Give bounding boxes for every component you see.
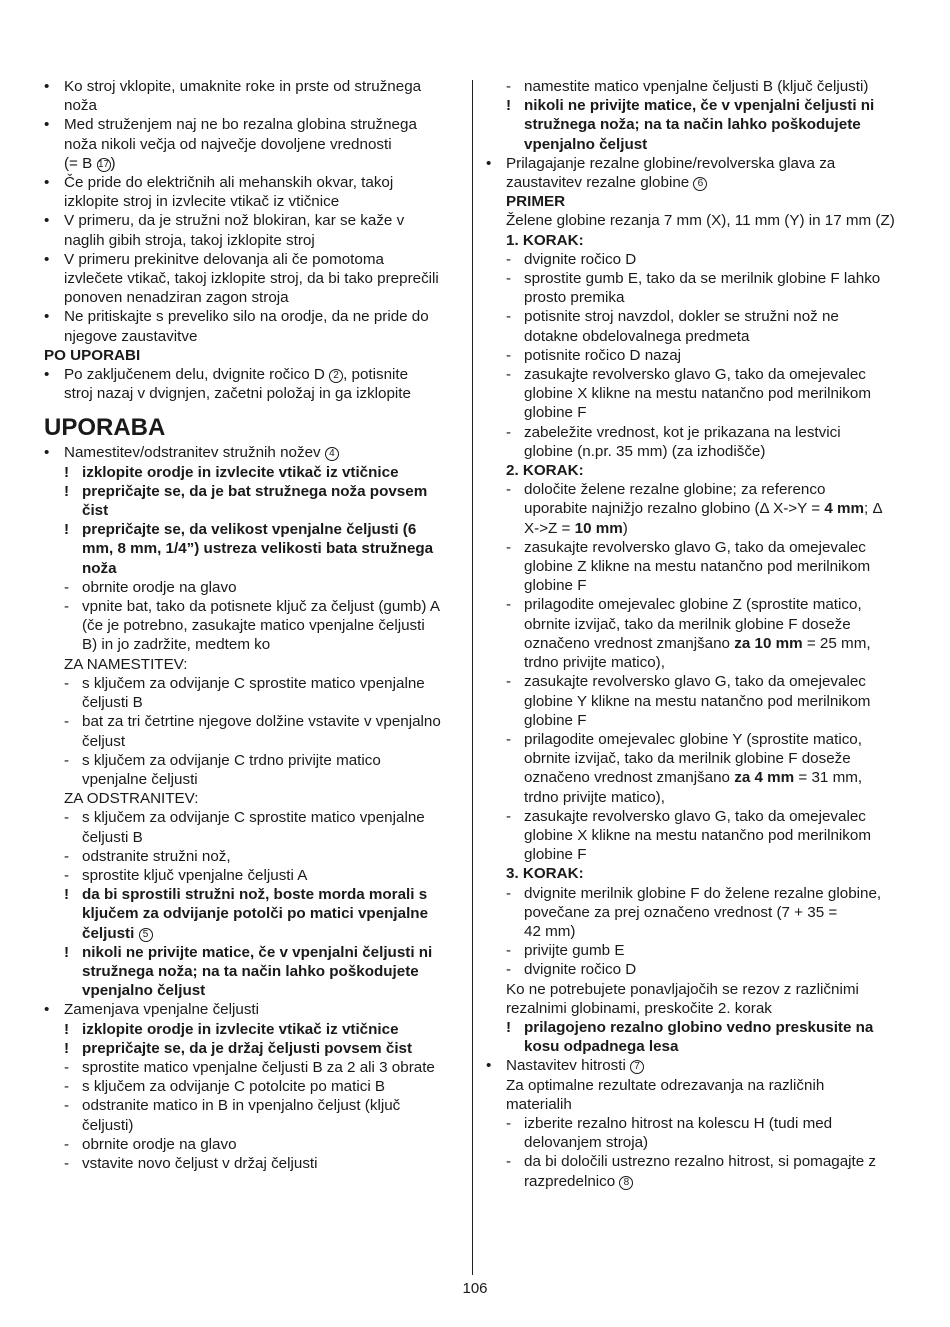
text-line: noža nikoli večja od največje dovoljene vrednosti	[64, 135, 392, 153]
text-line: ! prepričajte se, da je držaj čeljusti povsem čist	[64, 1039, 413, 1057]
text-line: - odstranite matico in B in vpenjalno čeljust (ključ	[64, 1097, 401, 1115]
text-line: • V primeru, da je stružni nož blokiran, kar se kaže v	[44, 212, 405, 230]
bullet-marker: •	[44, 212, 50, 230]
figure-reference-icon: 4	[325, 447, 339, 461]
text-line: ! prepričajte se, da je bat stružnega noža povsem	[64, 482, 428, 500]
text-line: - odstranite stružni nož,	[64, 847, 231, 865]
text-line: - namestite matico vpenjalne čeljusti B (ključ čeljusti)	[506, 78, 869, 95]
text-line: ! prilagojeno rezalno globino vedno preskusite na	[506, 1018, 874, 1036]
text-line: - zabeležite vrednost, kot je prikazana na lestvici	[506, 423, 841, 441]
text-line: • V primeru prekinitve delovanja ali če pomotoma	[44, 250, 384, 268]
text-line: globine X klikne na mestu natančno pod merilnikom	[524, 826, 871, 844]
dash-marker: -	[506, 78, 512, 95]
dash-marker: -	[64, 1078, 70, 1096]
text-line: B) in jo zadržite, medtem ko	[82, 636, 271, 654]
text-line: - izberite rezalno hitrost na kolescu H (tudi med	[506, 1114, 833, 1132]
text-line: - dvignite ročico D	[506, 250, 637, 268]
text-line: Za optimalne rezultate odrezavanja na različnih	[506, 1076, 825, 1094]
text-line: - potisnite stroj navzdol, dokler se stružni nož ne	[506, 308, 839, 326]
text-line: • Nastavitev hitrosti 7	[486, 1056, 906, 1075]
bullet-marker: •	[44, 250, 50, 268]
text-line: ! izklopite orodje in izvlecite vtikač iz vtičnice	[64, 1020, 399, 1038]
text-line: obrnite izvijač, tako da merilnik globine F doseže	[524, 615, 851, 633]
text-line: - s ključem za odvijanje C sprostite matico vpenjalne	[64, 674, 425, 692]
dash-marker: -	[506, 961, 512, 979]
bullet-marker: •	[486, 1057, 492, 1075]
text-line: - sprostite matico vpenjalne čeljusti B za 2 ali 3 obrate	[64, 1058, 435, 1076]
dash-marker: -	[506, 366, 512, 384]
text-line: - zasukajte revolversko glavo G, tako da omejevalec	[506, 807, 866, 825]
text-line: (= B 17)	[64, 154, 116, 172]
dash-marker: -	[506, 481, 512, 499]
dash-marker: -	[506, 596, 512, 614]
text-line: - zasukajte revolversko glavo G, tako da omejevalec	[506, 673, 866, 691]
text-line: - s ključem za odvijanje C trdno privijte matico	[64, 751, 381, 769]
text-line: 42 mm)	[524, 922, 576, 940]
dash-marker: -	[506, 807, 512, 825]
text-line: globine F	[524, 577, 587, 595]
text-line: • Ko stroj vklopite, umaknite roke in prste od stružnega	[44, 78, 422, 95]
bullet-marker: •	[44, 366, 50, 384]
warning-marker: !	[64, 1020, 70, 1038]
text-line: ! prepričajte se, da velikost vpenjalne čeljusti (6	[64, 521, 417, 539]
text-line: noža	[82, 559, 117, 577]
text-line: - vpnite bat, tako da potisnete ključ za čeljust (gumb) A	[64, 598, 440, 616]
warning-marker: !	[506, 97, 512, 115]
text-line: - bat za tri četrtine njegove dolžine vstavite v vpenjalno	[64, 713, 441, 731]
dash-marker: -	[64, 1154, 70, 1172]
text-line: označeno vrednost zmanjšano za 4 mm = 31 mm,	[524, 769, 863, 787]
text-line: • Ne pritiskajte s preveliko silo na orodje, da ne pride do	[44, 308, 429, 326]
dash-marker: -	[506, 1114, 512, 1132]
text-line: označeno vrednost zmanjšano za 10 mm = 25 mm,	[524, 634, 871, 652]
warning-marker: !	[64, 521, 70, 539]
text-line: stružnega noža; na ta način lahko poškodujete	[82, 962, 419, 980]
text-line: ! nikoli ne privijte matice, če v vpenjalni čeljusti ni	[64, 943, 433, 961]
text-line: - vstavite novo čeljust v držaj čeljusti	[64, 1154, 318, 1172]
text-line: ! izklopite orodje in izvlecite vtikač iz vtičnice	[64, 463, 399, 481]
section-heading: UPORABA	[44, 414, 166, 442]
warning-marker: !	[64, 943, 70, 961]
text-line: • Namestitev/odstranitev stružnih nožev 4	[44, 443, 464, 462]
text-line: globine (n.pr. 35 mm) (za izhodišče)	[524, 442, 766, 460]
dash-marker: -	[506, 308, 512, 326]
right-column	[486, 77, 906, 1191]
bullet-marker: •	[44, 174, 50, 192]
text-line: globine F	[524, 846, 587, 864]
dash-marker: -	[506, 884, 512, 902]
text-line: - obrnite orodje na glavo	[64, 578, 237, 596]
text-line: uporabite najnižjo rezalno globino (Δ X->Y = 4 mm; Δ	[524, 500, 883, 518]
dash-marker: -	[506, 270, 512, 288]
dash-marker: -	[506, 538, 512, 556]
text-line: izvlečete vtikač, takoj izklopite stroj, da bi tako preprečili	[64, 270, 439, 288]
text-line: • Prilagajanje rezalne globine/revolverska glava za	[486, 154, 836, 172]
dash-marker: -	[64, 713, 70, 731]
text-line: rezalnimi globinami, preskočite 2. korak	[506, 999, 772, 1017]
text-line: delovanjem stroja)	[524, 1134, 649, 1152]
text-line: ključem za odvijanje potolči po matici vpenjalne	[82, 905, 429, 923]
warning-marker: !	[64, 886, 70, 904]
text-line: obrnite izvijač, tako da merilnik globine F doseže	[524, 750, 851, 768]
text-line: - zasukajte revolversko glavo G, tako da omejevalec	[506, 538, 866, 556]
text-line: čeljust	[82, 732, 126, 750]
text-line: PRIMER	[506, 193, 566, 211]
bullet-marker: •	[44, 444, 50, 462]
text-line: - s ključem za odvijanje C sprostite matico vpenjalne	[64, 809, 425, 827]
dash-marker: -	[64, 598, 70, 616]
text-line: ZA ODSTRANITEV:	[64, 790, 199, 808]
text-line: globine Z klikne na mestu natančno pod merilnikom	[524, 558, 871, 576]
text-line: čeljusti B	[82, 828, 143, 846]
text-line: 1. KORAK:	[506, 231, 584, 249]
text-line: • Zamenjava vpenjalne čeljusti	[44, 1001, 260, 1019]
text-line: mm, 8 mm, 1/4”) ustreza velikosti bata stružnega	[82, 540, 434, 558]
text-line: globine F	[524, 404, 587, 422]
figure-reference-icon: 8	[619, 1176, 633, 1190]
dash-marker: -	[64, 809, 70, 827]
dash-marker: -	[64, 866, 70, 884]
text-line: vpenjalno čeljust	[82, 982, 206, 1000]
text-line: • Med struženjem naj ne bo rezalna globina stružnega	[44, 116, 417, 134]
text-line: globine X klikne na mestu natančno pod merilnikom	[524, 385, 871, 403]
column-divider	[472, 80, 473, 1275]
text-line: kosu odpadnega lesa	[524, 1038, 679, 1056]
text-line: ponoven nenadziran zagon stroja	[64, 289, 289, 307]
figure-reference-icon: 7	[630, 1060, 644, 1074]
text-line: Ko ne potrebujete ponavljajočih se rezov z različnimi	[506, 980, 859, 998]
text-line: - da bi določili ustrezno rezalno hitrost, si pomagajte z	[506, 1153, 877, 1171]
dash-marker: -	[506, 250, 512, 268]
text-line: • Po zaključenem delu, dvignite ročico D 2 , potisnite	[44, 366, 409, 384]
warning-marker: !	[64, 1039, 70, 1057]
dash-marker: -	[506, 673, 512, 691]
text-line: PO UPORABI	[44, 346, 141, 364]
text-line: - s ključem za odvijanje C potolcite po matici B	[64, 1078, 386, 1096]
dash-marker: -	[506, 942, 512, 960]
bullet-marker: •	[44, 116, 50, 134]
text-line: čeljusti)	[82, 1116, 134, 1134]
dash-marker: -	[506, 730, 512, 748]
text-line: ZA NAMESTITEV:	[64, 655, 188, 673]
text-line: razpredelnico 8	[486, 1172, 906, 1191]
page-number: 106	[462, 1280, 488, 1297]
text-line: - prilagodite omejevalec globine Y (sprostite matico,	[506, 730, 862, 748]
text-line: - določite želene rezalne globine; za referenco	[506, 481, 826, 499]
text-line: izklopite stroj in izvlecite vtikač iz vtičnice	[64, 193, 340, 211]
bullet-marker: •	[486, 154, 492, 172]
text-line: čeljusti 5	[44, 924, 464, 943]
text-line: X->Z = 10 mm)	[524, 519, 628, 537]
dash-marker: -	[64, 674, 70, 692]
text-line: njegove zaustavitve	[64, 327, 198, 345]
text-line: materialih	[506, 1095, 572, 1113]
warning-marker: !	[64, 482, 70, 500]
text-line: • Če pride do električnih ali mehanskih okvar, takoj	[44, 174, 394, 192]
text-line: naglih gibih stroja, takoj izklopite stroj	[64, 231, 315, 249]
text-line: zaustavitev rezalne globine 6	[486, 173, 906, 192]
dash-marker: -	[64, 847, 70, 865]
text-line: čeljusti B	[82, 694, 143, 712]
text-line: stružnega noža; na ta način lahko poškodujete	[524, 116, 861, 134]
warning-marker: !	[64, 463, 70, 481]
bullet-marker: •	[44, 78, 50, 95]
figure-reference-icon: 2	[329, 369, 343, 383]
text-line: ! nikoli ne privijte matice, če v vpenjalni čeljusti ni	[506, 97, 875, 115]
text-line: - zasukajte revolversko glavo G, tako da omejevalec	[506, 366, 866, 384]
text-line: povečane za prej označeno vrednost (7 + 35 =	[524, 903, 838, 921]
text-line: vpenjalno čeljust	[524, 135, 648, 153]
text-line: 2. KORAK:	[506, 462, 584, 480]
figure-reference-icon: 6	[693, 177, 707, 191]
text-line: - obrnite orodje na glavo	[64, 1135, 237, 1153]
text-line: dotakne obdelovalnega predmeta	[524, 327, 750, 345]
text-line: globine F	[524, 711, 587, 729]
dash-marker: -	[506, 1153, 512, 1171]
text-line: globine Y klikne na mestu natančno pod merilnikom	[524, 692, 871, 710]
dash-marker: -	[64, 751, 70, 769]
text-line: (če je potrebno, zasukajte matico vpenjalne čeljusti	[82, 617, 425, 635]
text-line: trdno privijte matico),	[524, 788, 665, 806]
dash-marker: -	[64, 1058, 70, 1076]
text-line: noža	[64, 97, 97, 115]
figure-reference-icon: 5	[139, 928, 153, 942]
text-line: 3. KORAK:	[506, 865, 584, 883]
bullet-marker: •	[44, 308, 50, 326]
dash-marker: -	[506, 346, 512, 364]
text-line: - sprostite gumb E, tako da se merilnik globine F lahko	[506, 270, 881, 288]
text-line: ! da bi sprostili stružni nož, boste morda morali s	[64, 886, 428, 904]
text-line: - potisnite ročico D nazaj	[506, 346, 682, 364]
text-line: čist	[82, 502, 109, 520]
text-line: - prilagodite omejevalec globine Z (sprostite matico,	[506, 596, 862, 614]
dash-marker: -	[64, 1097, 70, 1115]
dash-marker: -	[506, 423, 512, 441]
left-column	[44, 77, 464, 1173]
text-line: - sprostite ključ vpenjalne čeljusti A	[64, 866, 308, 884]
figure-reference-icon: 17	[97, 158, 110, 170]
warning-marker: !	[506, 1018, 512, 1036]
dash-marker: -	[64, 578, 70, 596]
text-line: prosto premika	[524, 289, 625, 307]
text-line: Želene globine rezanja 7 mm (X), 11 mm (Y) in 17 mm (Z)	[506, 212, 895, 230]
dash-marker: -	[64, 1135, 70, 1153]
text-line: - dvignite merilnik globine F do želene rezalne globine,	[506, 884, 882, 902]
text-line: vpenjalne čeljusti	[82, 770, 198, 788]
bullet-marker: •	[44, 1001, 50, 1019]
text-line: stroj nazaj v dvignjen, začetni položaj in ga izklopite	[64, 385, 411, 403]
text-line: - dvignite ročico D	[506, 961, 637, 979]
text-line: trdno privijte matico),	[524, 654, 665, 672]
text-line: - privijte gumb E	[506, 942, 625, 960]
